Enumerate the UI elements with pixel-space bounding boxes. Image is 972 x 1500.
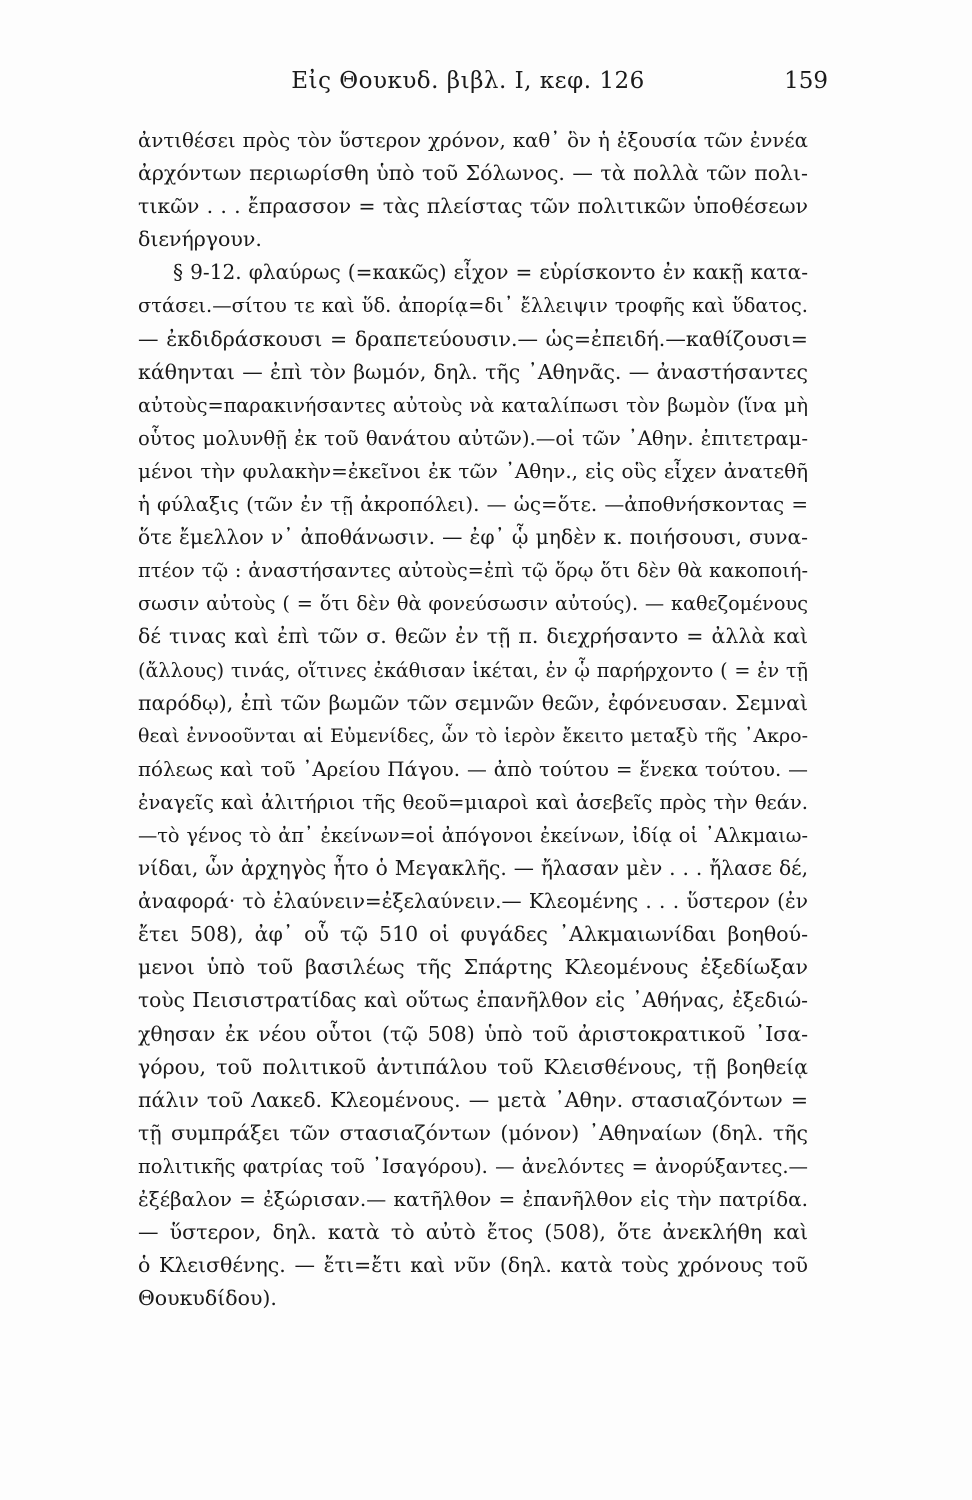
text-line: αὐτοὺς=παρακινήσαντες αὐτοὺς νὰ καταλίπωσι τὸν βωμὸν (ἵνα μὴ — [138, 393, 808, 417]
text-line — [138, 1315, 808, 1348]
text-line: — ὕστερον, δηλ. κατὰ τὸ αὐτὸ ἔτος (508), ὅτε ἀνεκλήθη καὶ — [138, 1220, 808, 1245]
text-line: — ἐκδιδράσκουσι = δραπετεύουσιν.— ὡς=ἐπειδή.—καθίζουσι= — [138, 326, 808, 351]
text-line: ἀναφορά· τὸ ἐλαύνειν=ἐξελαύνειν.— Κλεομένης . . . ὕστερον (ἐν — [138, 889, 808, 914]
text-line: —τὸ γένος τὸ ἀπ᾽ ἐκείνων=οἱ ἀπόγονοι ἐκείνων, ἰδίᾳ οἱ ᾿Αλκμαιω- — [138, 823, 808, 847]
text-line: ἐναγεῖς καὶ ἀλιτήριοι τῆς θεοῦ=μιαροὶ καὶ ἀσεβεῖς πρὸς τὴν θεάν. — [138, 790, 808, 814]
running-head — [138, 68, 828, 98]
text-line: σωσιν αὐτοὺς ( = ὅτι δὲν θὰ φονεύσωσιν αὐτούς). — καθεζομένους — [138, 592, 808, 616]
commentary-text — [138, 124, 808, 1348]
text-line: μενοι ὑπὸ τοῦ βασιλέως τῆς Σπάρτης Κλεομένους ἐξεδίωξαν — [138, 955, 808, 980]
text-line: οὗτος μολυνθῇ ἐκ τοῦ θανάτου αὐτῶν).—οἱ τῶν ᾿Αθην. ἐπιτετραμ- — [138, 426, 808, 450]
text-line: (ἄλλους) τινάς, οἵτινες ἐκάθισαν ἱκέται, ἐν ᾧ παρήρχοντο ( = ἐν τῇ — [138, 658, 808, 682]
text-line: ὅτε ἔμελλον ν᾽ ἀποθάνωσιν. — ἐφ᾽ ᾧ μηδὲν κ. ποιήσουσι, συνα- — [138, 525, 808, 550]
text-line: μένοι τὴν φυλακὴν=ἐκεῖνοι ἐκ τῶν ᾿Αθην., εἰς οὓς εἶχεν ἀνατεθῆ — [138, 459, 808, 483]
text-line: ἐξέβαλον = ἐξώρισαν.— κατῆλθον = ἐπανῆλθον εἰς τὴν πατρίδα. — [138, 1187, 808, 1211]
text-line: θεαὶ ἐννοοῦνται αἱ Εὐμενίδες, ὧν τὸ ἱερὸν ἔκειτο μεταξὺ τῆς ᾿Ακρο- — [138, 724, 808, 747]
text-line: ἔτει 508), ἀφ᾽ οὗ τῷ 510 οἱ φυγάδες ᾿Αλκμαιωνίδαι βοηθού- — [138, 922, 808, 947]
text-line: τοὺς Πεισιστρατίδας καὶ οὕτως ἐπανῆλθον εἰς ᾿Αθήνας, ἐξεδιώ- — [138, 988, 808, 1013]
text-line: κάθηνται — ἐπὶ τὸν βωμόν, δηλ. τῆς ᾿Αθηνᾶς. — ἀναστήσαντες — [138, 359, 808, 384]
text-line: δέ τινας καὶ ἐπὶ τῶν σ. θεῶν ἐν τῇ π. διεχρήσαντο = ἀλλὰ καὶ — [138, 624, 808, 649]
section-heading-line: § 9-12. φλαύρως (=κακῶς) εἶχον = εὑρίσκοντο ἐν κακῇ κατα- — [173, 260, 808, 285]
text-line: Θουκυδίδου). — [138, 1286, 277, 1311]
text-line: διενήργουν. — [138, 227, 262, 252]
running-title: Εἰς Θουκυδ. βιβλ. Ι, κεφ. 126 — [291, 68, 645, 94]
text-line: πτέον τῷ : ἀναστήσαντες αὐτοὺς=ἐπὶ τῷ ὅρῳ ὅτι δὲν θὰ κακοποιή- — [138, 559, 808, 583]
text-line: νίδαι, ὧν ἀρχηγὸς ἦτο ὁ Μεγακλῆς. — ἤλασαν μὲν . . . ἤλασε δέ, — [138, 856, 808, 881]
text-line: τικῶν . . . ἔπρασσον = τὰς πλείστας τῶν πολιτικῶν ὑποθέσεων — [138, 194, 808, 219]
text-line: ἀντιθέσει πρὸς τὸν ὕστερον χρόνον, καθ᾽ ὃν ἡ ἐξουσία τῶν ἐννέα — [138, 129, 808, 152]
text-line: ἀρχόντων περιωρίσθη ὑπὸ τοῦ Σόλωνος. — τὰ πολλὰ τῶν πολι- — [138, 161, 808, 186]
text-line: στάσει.—σίτου τε καὶ ὕδ. ἀπορίᾳ=δι᾽ ἔλλειψιν τροφῆς καὶ ὕδατος. — [138, 294, 808, 318]
text-line: πάλιν τοῦ Λακεδ. Κλεομένους. — μετὰ ᾿Αθην. στασιαζόντων = — [138, 1087, 808, 1112]
text-line: πόλεως καὶ τοῦ ᾿Αρείου Πάγου. — ἀπὸ τούτου = ἕνεκα τούτου. — — [138, 757, 808, 781]
text-line: παρόδῳ), ἐπὶ τῶν βωμῶν τῶν σεμνῶν θεῶν, ἐφόνευσαν. Σεμναὶ — [138, 690, 808, 715]
page-number: 159 — [784, 68, 828, 94]
text-line: γόρου, τοῦ πολιτικοῦ ἀντιπάλου τοῦ Κλεισθένους, τῇ βοηθείᾳ — [138, 1054, 808, 1079]
text-line: πολιτικῆς φατρίας τοῦ ᾿Ισαγόρου). — ἀνελόντες = ἀνορύξαντες.— — [138, 1154, 808, 1178]
text-line: χθησαν ἐκ νέου οὗτοι (τῷ 508) ὑπὸ τοῦ ἀριστοκρατικοῦ ᾿Ισα- — [138, 1021, 808, 1046]
text-line: ὁ Κλεισθένης. — ἔτι=ἔτι καὶ νῦν (δηλ. κατὰ τοὺς χρόνους τοῦ — [138, 1253, 808, 1278]
text-line: τῇ συμπράξει τῶν στασιαζόντων (μόνον) ᾿Αθηναίων (δηλ. τῆς — [138, 1120, 808, 1145]
text-line: ἡ φύλαξις (τῶν ἐν τῇ ἀκροπόλει). — ὡς=ὅτε. —ἀποθνήσκοντας = — [138, 493, 808, 517]
